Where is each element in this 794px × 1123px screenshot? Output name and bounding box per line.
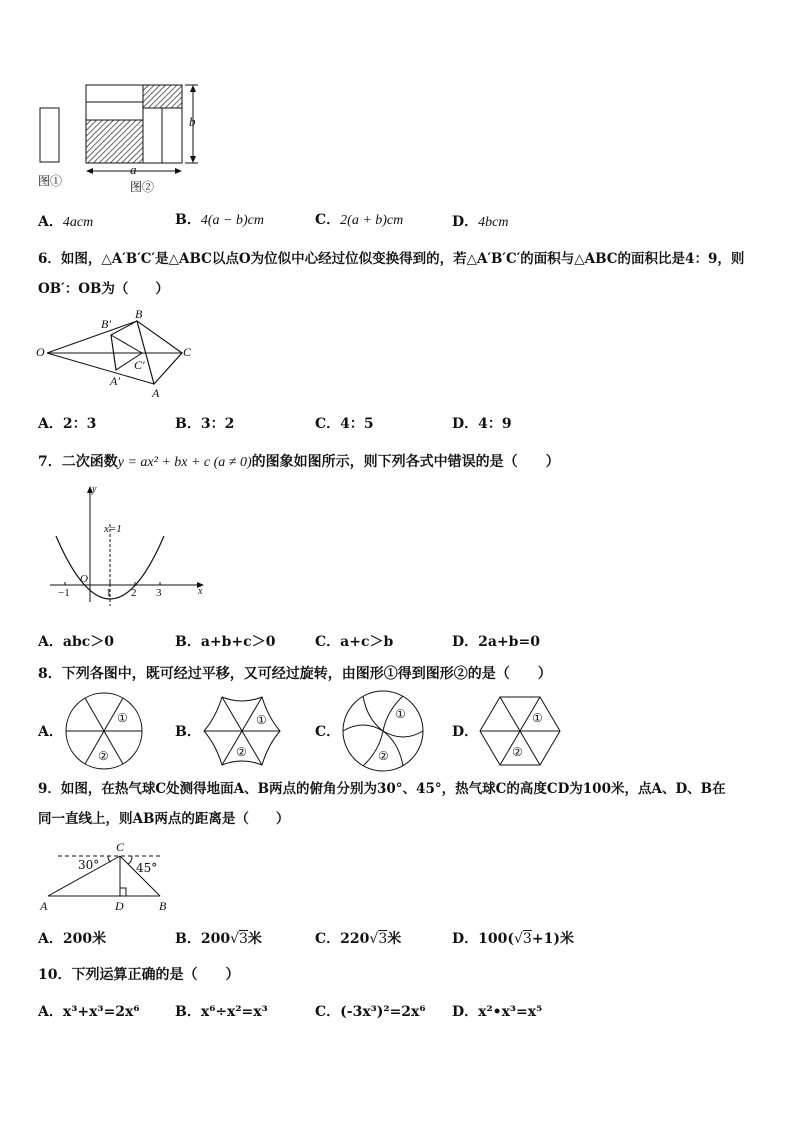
q6-option-d[interactable] (452, 414, 512, 434)
q6-option-a[interactable] (38, 414, 96, 434)
option-text: (-3x³)²=2x⁶ (340, 1004, 426, 1020)
option-letter: D． (452, 931, 479, 947)
q5-option-c[interactable] (315, 210, 403, 231)
option-text-post: +1)米 (531, 931, 574, 947)
q9-option-b[interactable] (175, 929, 262, 949)
q10-option-d[interactable] (452, 1002, 542, 1022)
sqrt-symbol: √ (230, 931, 239, 947)
q5-dim-b: b (189, 114, 196, 129)
q8-d-mark1: ① (532, 711, 543, 725)
q5-dim-a: a (130, 162, 137, 177)
q7-option-b[interactable] (175, 632, 275, 652)
option-text: x²•x³=x⁵ (478, 1004, 543, 1020)
q7-label-axis: x=1 (104, 523, 122, 535)
q6-stem-line1: 6．如图，△A′B′C′是△ABC以点O为位似中心经过位似变换得到的，若△A′B′C′的面积与△ABC的面积比是4：9，则 (38, 251, 745, 267)
q10-option-c[interactable] (315, 1002, 426, 1022)
option-letter: D． (452, 416, 479, 432)
q7-stem-post: 的图象如图所示，则下列各式中错误的是（ ） (251, 454, 560, 470)
q9-label-D: D (115, 899, 124, 913)
q8-b-mark2: ② (236, 745, 247, 759)
q8-a-mark2: ② (98, 749, 109, 763)
q6-stem-line2: OB′：OB为（ ） (38, 281, 169, 297)
q9-label-45: 45° (136, 861, 158, 875)
q5-figure-svg (38, 82, 218, 194)
option-text: 3：2 (200, 416, 235, 432)
q8-d-mark2: ② (512, 745, 523, 759)
q8-a-mark1: ① (117, 711, 128, 725)
option-letter: A． (38, 1004, 63, 1020)
option-text: 4：5 (340, 416, 374, 432)
option-letter: B． (175, 634, 201, 650)
option-text: 2(a + b)cm (340, 213, 404, 228)
q9-stem-line1: 9．如图，在热气球C处测得地面A、B两点的俯角分别为30°、45°，热气球C的高度CD为100米，点A、D、B在 (38, 781, 726, 797)
option-letter: A． (38, 214, 63, 230)
q6-figure (34, 306, 204, 406)
option-text-pre: 200 (200, 931, 231, 947)
fig1-rect (40, 108, 59, 162)
q6-label-Cp: C′ (134, 358, 145, 372)
q6-option-c[interactable] (315, 414, 374, 434)
q10-option-a[interactable] (38, 1002, 140, 1022)
q7-label-t3: 3 (156, 587, 162, 599)
option-text: a+c＞b (340, 634, 394, 650)
q8-stem: 8．下列各图中，既可经过平移，又可经过旋转，由图形①得到图形②的是（ ） (38, 666, 552, 682)
q7-option-d[interactable] (452, 632, 540, 652)
option-text: x³+x³=2x⁶ (62, 1004, 140, 1020)
q9-option-a[interactable] (38, 929, 106, 949)
option-letter: C． (315, 416, 341, 432)
q10-option-b[interactable] (175, 1002, 268, 1022)
q7-option-a[interactable] (38, 632, 114, 652)
q8-option-a-letter[interactable]: A． (38, 724, 63, 740)
option-letter: A． (38, 931, 63, 947)
option-letter: A． (38, 634, 63, 650)
option-letter: A． (38, 416, 63, 432)
fig2-hatched-top (143, 85, 182, 108)
option-letter: B． (175, 931, 201, 947)
q9-label-30: 30° (78, 858, 100, 872)
option-text: 200米 (62, 931, 107, 947)
option-text: 4acm (62, 215, 94, 230)
option-letter: C． (315, 634, 341, 650)
q5-option-b[interactable] (175, 210, 264, 231)
option-text: abc＞0 (62, 634, 115, 650)
option-text-pre: 220 (340, 931, 370, 947)
fig2-hatched-bottom (86, 120, 143, 163)
q6-option-b[interactable] (175, 414, 234, 434)
q7-stem (38, 452, 560, 473)
q6-figure-svg (34, 306, 204, 406)
q8-option-c-letter[interactable]: C． (315, 724, 341, 740)
q7-formula: y = ax² + bx + c (a ≠ 0) (117, 455, 252, 470)
option-text: 4(a − b)cm (200, 213, 264, 228)
q7-label-t2: 2 (131, 587, 137, 599)
q5-option-d[interactable] (452, 212, 508, 233)
q9-option-c[interactable] (315, 929, 401, 949)
option-letter: D． (452, 1004, 479, 1020)
option-text: a+b+c＞0 (200, 634, 276, 650)
q7-graph (48, 482, 208, 606)
q7-label-x: x (198, 586, 203, 597)
q6-label-B: B (135, 307, 143, 321)
sqrt-symbol: √ (514, 931, 523, 947)
q6-label-O: O (36, 345, 45, 359)
q5-figure (38, 82, 218, 194)
sqrt-symbol: √ (369, 931, 379, 947)
option-letter: D． (452, 634, 479, 650)
q9-option-d[interactable] (452, 929, 574, 949)
option-letter: C． (315, 212, 341, 228)
option-letter: B． (175, 212, 201, 228)
option-root: 3 (522, 931, 532, 947)
option-text-post: 米 (247, 931, 262, 947)
q9-stem-line2: 同一直线上，则AB两点的距离是（ ） (38, 811, 290, 827)
q6-label-Ap: A′ (110, 374, 120, 388)
q6-label-Bp: B′ (101, 317, 111, 331)
option-text-pre: 100( (478, 931, 514, 947)
q7-label-O: O (80, 573, 88, 585)
q5-option-a[interactable] (38, 212, 93, 233)
q5-fig2-label: 图② (130, 180, 155, 194)
q5-fig1-label: 图① (38, 174, 63, 188)
q8-c-mark1: ① (395, 707, 406, 721)
option-text: x⁶÷x²=x³ (200, 1004, 268, 1020)
q8-option-b-letter[interactable]: B． (175, 724, 201, 740)
option-root: 3 (239, 931, 248, 947)
q7-label-m1: −1 (58, 587, 70, 599)
option-text: 2a+b=0 (478, 634, 540, 650)
q7-stem-pre: 7．二次函数 (38, 454, 118, 470)
q7-label-t1: 1 (106, 587, 112, 599)
q6-label-C: C (183, 345, 192, 359)
q8-figure-b-svg (200, 691, 284, 771)
option-text: 2：3 (62, 416, 97, 432)
q6-label-A: A (152, 386, 160, 400)
option-text-post: 米 (387, 931, 402, 947)
option-letter: B． (175, 416, 201, 432)
q8-c-mark2: ② (378, 749, 389, 763)
q8-b-mark1: ① (256, 713, 267, 727)
q10-stem: 10．下列运算正确的是（ ） (38, 967, 240, 983)
option-text: 4：9 (478, 416, 512, 432)
option-letter: C． (315, 931, 341, 947)
option-letter: B． (175, 1004, 201, 1020)
option-letter: C． (315, 1004, 341, 1020)
q9-label-A: A (40, 899, 48, 913)
option-letter: D． (452, 214, 479, 230)
q7-label-y: y (92, 484, 97, 495)
q9-label-B: B (159, 899, 167, 913)
option-root: 3 (378, 931, 388, 947)
q8-option-d-letter[interactable]: D． (452, 724, 479, 740)
q7-option-c[interactable] (315, 632, 393, 652)
option-text: 4bcm (478, 215, 509, 230)
q8-figure-b[interactable] (200, 691, 284, 771)
q7-graph-svg (48, 482, 208, 606)
q9-label-C: C (116, 840, 125, 854)
